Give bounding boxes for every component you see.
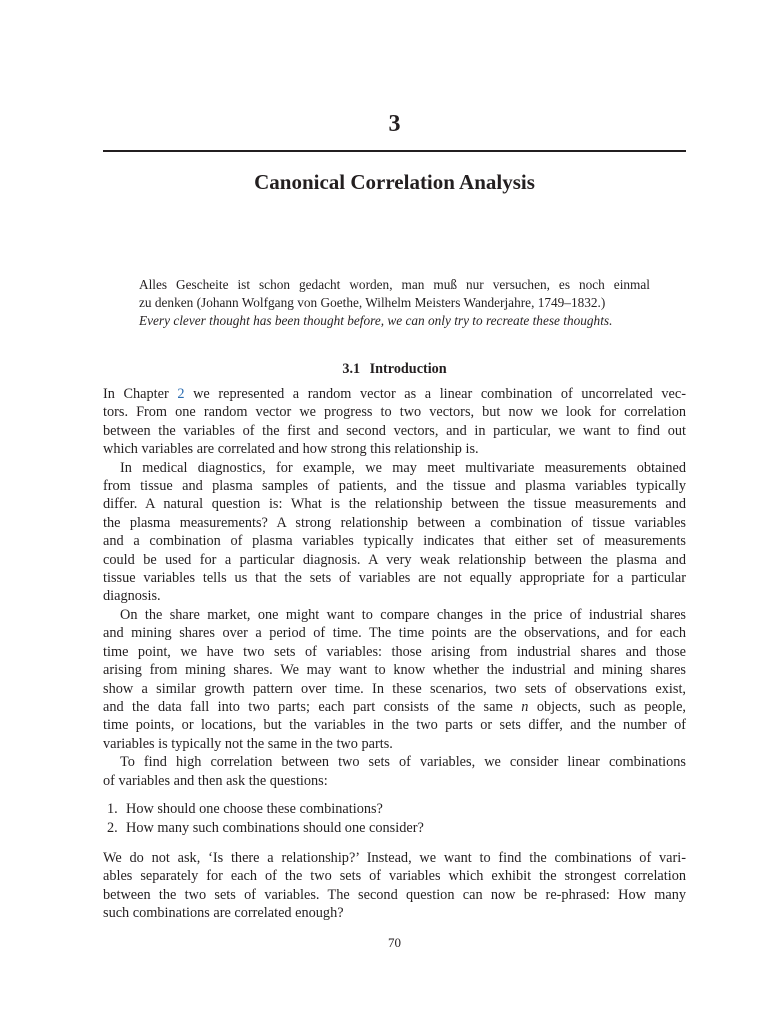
- chapter-title: Canonical Correlation Analysis: [254, 170, 535, 194]
- paragraph-line: We do not ask, ‘Is there a relationship?’ Instead, we want to find the combinations of vari-: [103, 850, 686, 866]
- epigraph-translation: Every clever thought has been thought before, we can only try to recreate these thoughts.: [139, 312, 613, 328]
- paragraph-line: of variables and then ask the questions:: [103, 772, 328, 789]
- list-item: [107, 800, 667, 819]
- paragraph-line: and a combination of plasma variables typically indicates that either set of measurements: [103, 533, 686, 550]
- section-title: Introduction: [369, 361, 447, 377]
- paragraph-line: time point, we have two sets of variables: those arising from industrial shares and those: [103, 643, 686, 660]
- section-heading: [103, 360, 686, 378]
- text-run: In Chapter: [103, 386, 178, 402]
- list-number: 2.: [107, 820, 118, 836]
- body-text-closing: [103, 849, 686, 923]
- paragraph-line: [103, 385, 686, 403]
- chapter-rule: [103, 150, 686, 152]
- paragraph-line: differ. A natural question is: What is the relationship between the tissue measurements and: [103, 496, 686, 513]
- paragraph-line: time points, or locations, but the variables in the two parts or sets differ, and the number of: [103, 717, 686, 734]
- paragraph-line: arising from mining shares. We may want to know whether the industrial and mining shares: [103, 662, 686, 679]
- paragraph-line: and mining shares over a period of time. The time points are the observations, and for each: [103, 625, 686, 642]
- paragraph-line: ables separately for each of the two sets of variables which exhibit the strongest correlation: [103, 868, 686, 885]
- question-list: [107, 800, 667, 838]
- paragraph-line: To find high correlation between two sets of variables, we consider linear combinations: [120, 754, 686, 771]
- paragraph-line: which variables are correlated and how strong this relationship is.: [103, 441, 479, 458]
- paragraph-line: show a similar growth pattern over time. In these scenarios, two sets of observations exist,: [103, 680, 686, 697]
- paragraph-line: variables is typically not the same in the two parts.: [103, 735, 393, 752]
- text-run: and the data fall into two parts; each part consists of the same: [103, 698, 522, 715]
- section-number: 3.1: [342, 361, 361, 377]
- chapter-number: 3: [388, 111, 401, 137]
- page-number: 70: [388, 935, 401, 950]
- chapter-reference-link[interactable]: 2: [177, 386, 185, 402]
- list-item: [107, 819, 667, 838]
- paragraph-line: from tissue and plasma samples of patients, and the tissue and plasma variables typically: [103, 478, 686, 495]
- paragraph-line: tors. From one random vector we progress to two vectors, but now we look for correlation: [103, 404, 686, 421]
- paragraph-line: such combinations are correlated enough?: [103, 905, 344, 922]
- text-run: objects, such as people,: [528, 698, 686, 715]
- list-number: 1.: [107, 801, 118, 817]
- paragraph-line: tissue variables tells us that the sets of variables are not equally appropriate for a particular: [103, 570, 686, 587]
- paragraph-line: On the share market, one might want to compare changes in the price of industrial shares: [120, 606, 686, 623]
- paragraph-line: diagnosis.: [103, 588, 161, 605]
- epigraph-line: zu denken (Johann Wolfgang von Goethe, Wilhelm Meisters Wanderjahre, 1749–1832.): [139, 294, 606, 310]
- body-text-main: [103, 385, 686, 790]
- paragraph-line: [103, 698, 686, 716]
- paragraph-line: between the two sets of variables. The second question can now be re-phrased: How many: [103, 886, 686, 903]
- paragraph-line: between the variables of the first and second vectors, and in particular, we want to find out: [103, 422, 686, 439]
- paragraph-line: could be used for a particular diagnosis. A very weak relationship between the plasma and: [103, 551, 686, 568]
- epigraph-line: Alles Gescheite ist schon gedacht worden, man muß nur versuchen, es noch einmal: [139, 277, 650, 292]
- list-text: How many such combinations should one consider?: [126, 820, 424, 836]
- list-text: How should one choose these combinations?: [126, 801, 383, 817]
- math-variable-n: n: [521, 698, 529, 715]
- paragraph-line: the plasma measurements? A strong relationship between a combination of tissue variables: [103, 514, 686, 531]
- epigraph: [139, 276, 650, 329]
- text-run: we represented a random vector as a linear combination of uncorrelated vec-: [184, 386, 686, 402]
- paragraph-line: In medical diagnostics, for example, we may meet multivariate measurements obtained: [120, 459, 686, 476]
